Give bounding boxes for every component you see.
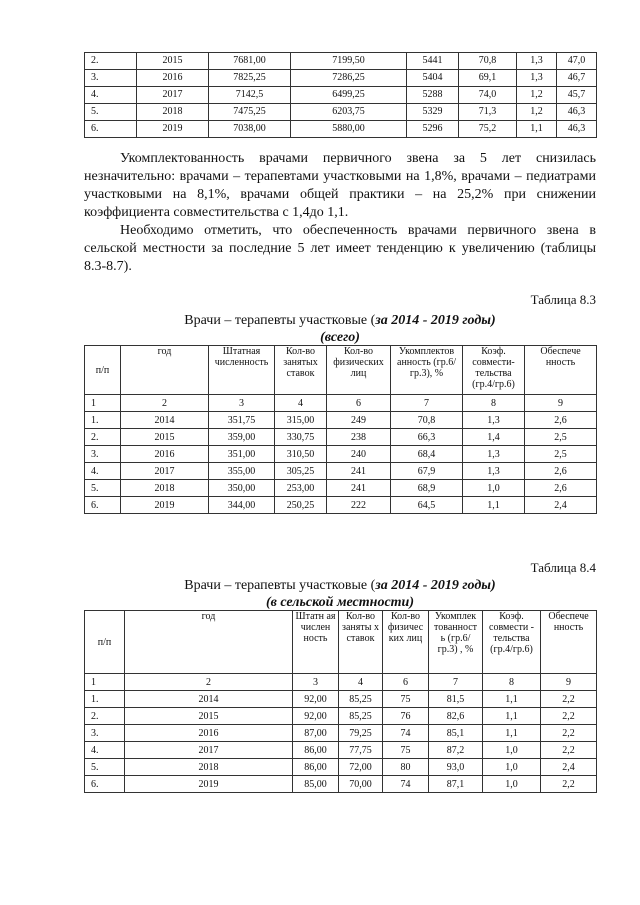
table-cell: 74	[383, 776, 429, 793]
table-cell: 9	[525, 395, 597, 412]
table-cell: 6499,25	[291, 87, 407, 104]
table-cell: 5.	[85, 759, 125, 776]
table-cell: 2015	[137, 53, 209, 70]
table-row	[85, 446, 597, 463]
column-header: п/п	[85, 611, 125, 674]
table-cell: 1,0	[483, 776, 541, 793]
column-header: Укомплектов анность (гр.6/гр.3), %	[391, 346, 463, 395]
table-cell: 87,1	[429, 776, 483, 793]
table-8-4-subtitle: (в сельской местности)	[265, 595, 414, 610]
column-header: Штатная численность	[209, 346, 275, 395]
table-cell: 2	[125, 674, 293, 691]
column-header: Кол-во занятых ставок	[275, 346, 327, 395]
table-cell: 76	[383, 708, 429, 725]
table-cell: 67,9	[391, 463, 463, 480]
table-cell: 2.	[85, 429, 121, 446]
column-header: год	[125, 611, 293, 674]
table-row	[85, 463, 597, 480]
table-8-3-subtitle: (всего)	[320, 330, 360, 345]
table-cell: 2	[121, 395, 209, 412]
table-cell: 6.	[85, 121, 137, 138]
table-8-4-title-period: за 2014 - 2019 годы)	[375, 578, 496, 593]
table-cell: 74,0	[459, 87, 517, 104]
table-cell: 1,4	[463, 429, 525, 446]
table-cell: 3.	[85, 70, 137, 87]
table-cell: 70,8	[459, 53, 517, 70]
table-cell: 330,75	[275, 429, 327, 446]
table-8-4-title-text: Врачи – терапевты участковые (	[184, 578, 376, 593]
table-cell: 2016	[121, 446, 209, 463]
table-cell: 1,1	[463, 497, 525, 514]
table-cell: 9	[541, 674, 597, 691]
table-cell: 355,00	[209, 463, 275, 480]
column-header: Обеспече нность	[525, 346, 597, 395]
table-8-3-label: Таблица 8.3	[530, 292, 596, 307]
table-cell: 85,25	[339, 708, 383, 725]
table-cell: 1,1	[483, 691, 541, 708]
table-cell: 2,2	[541, 742, 597, 759]
column-header: Кол-во заняты х ставок	[339, 611, 383, 674]
table-cell: 344,00	[209, 497, 275, 514]
table-cell: 75	[383, 742, 429, 759]
table-cell: 359,00	[209, 429, 275, 446]
table-cell: 2019	[137, 121, 209, 138]
table-cell: 3.	[85, 725, 125, 742]
table-cell: 2,6	[525, 412, 597, 429]
table-cell: 92,00	[293, 691, 339, 708]
table-cell: 7	[391, 395, 463, 412]
table-cell: 87,2	[429, 742, 483, 759]
table-cell: 1,3	[463, 446, 525, 463]
table-cell: 305,25	[275, 463, 327, 480]
table-cell: 4.	[85, 87, 137, 104]
table-row	[85, 708, 597, 725]
table-cell: 5880,00	[291, 121, 407, 138]
table-cell: 74	[383, 725, 429, 742]
table-cell: 2,4	[541, 759, 597, 776]
table-cell: 2016	[137, 70, 209, 87]
table-cell: 351,00	[209, 446, 275, 463]
table-row	[85, 70, 597, 87]
table-cell: 2015	[125, 708, 293, 725]
table-cell: 1,1	[517, 121, 557, 138]
table-row	[85, 776, 597, 793]
table-8-4	[84, 610, 597, 793]
table-cell: 4.	[85, 463, 121, 480]
table-8-3-title-period: за 2014 - 2019 годы)	[375, 313, 496, 328]
table-cell: 6	[383, 674, 429, 691]
column-header: Коэф. совмести-тельства (гр.4/гр.6)	[463, 346, 525, 395]
column-header: п/п	[85, 346, 121, 395]
table-cell: 47,0	[557, 53, 597, 70]
table-cell: 1,1	[483, 725, 541, 742]
table-cell: 3	[293, 674, 339, 691]
table-cell: 85,25	[339, 691, 383, 708]
table-cell: 6203,75	[291, 104, 407, 121]
table-cell: 5296	[407, 121, 459, 138]
table-cell: 87,00	[293, 725, 339, 742]
table-cell: 68,9	[391, 480, 463, 497]
table-cell: 3.	[85, 446, 121, 463]
table-cell: 2017	[137, 87, 209, 104]
table-cell: 1,3	[517, 53, 557, 70]
index-row	[85, 674, 597, 691]
table-cell: 45,7	[557, 87, 597, 104]
table-cell: 72,00	[339, 759, 383, 776]
table-cell: 2018	[125, 759, 293, 776]
table-cell: 4.	[85, 742, 125, 759]
table-cell: 5441	[407, 53, 459, 70]
table-cell: 2.	[85, 708, 125, 725]
table-cell: 6	[327, 395, 391, 412]
table-cell: 81,5	[429, 691, 483, 708]
table-cell: 1,3	[517, 70, 557, 87]
table-cell: 5.	[85, 104, 137, 121]
table-cell: 71,3	[459, 104, 517, 121]
table-cell: 5404	[407, 70, 459, 87]
table-cell: 93,0	[429, 759, 483, 776]
table-cell: 7	[429, 674, 483, 691]
table-cell: 2,2	[541, 691, 597, 708]
table-cell: 1	[85, 674, 125, 691]
table-cell: 310,50	[275, 446, 327, 463]
table-row	[85, 429, 597, 446]
table-cell: 2019	[125, 776, 293, 793]
table-cell: 64,5	[391, 497, 463, 514]
table-cell: 82,6	[429, 708, 483, 725]
table-cell: 66,3	[391, 429, 463, 446]
table-cell: 240	[327, 446, 391, 463]
column-header: Кол-во физических лиц	[327, 346, 391, 395]
table-cell: 315,00	[275, 412, 327, 429]
column-header: год	[121, 346, 209, 395]
table-cell: 68,4	[391, 446, 463, 463]
table-cell: 2,2	[541, 708, 597, 725]
table-row	[85, 121, 597, 138]
table-row	[85, 480, 597, 497]
table-row	[85, 691, 597, 708]
table-row	[85, 412, 597, 429]
table-cell: 2019	[121, 497, 209, 514]
table-cell: 8	[463, 395, 525, 412]
table-cell: 85,1	[429, 725, 483, 742]
table-cell: 7825,25	[209, 70, 291, 87]
table-cell: 69,1	[459, 70, 517, 87]
table-cell: 2,5	[525, 446, 597, 463]
table-cell: 3	[209, 395, 275, 412]
table-cell: 4	[339, 674, 383, 691]
table-cell: 7199,50	[291, 53, 407, 70]
table-cell: 241	[327, 480, 391, 497]
table-cell: 1,3	[463, 463, 525, 480]
table-cell: 351,75	[209, 412, 275, 429]
table-cell: 249	[327, 412, 391, 429]
table-cell: 1,1	[483, 708, 541, 725]
table-cell: 2,6	[525, 480, 597, 497]
table-cell: 7286,25	[291, 70, 407, 87]
table-cell: 75,2	[459, 121, 517, 138]
table-cell: 70,00	[339, 776, 383, 793]
table-cell: 7142,5	[209, 87, 291, 104]
table-cell: 5288	[407, 87, 459, 104]
table-cell: 92,00	[293, 708, 339, 725]
table-cell: 5.	[85, 480, 121, 497]
paragraph-rural: Необходимо отметить, что обеспеченность врачами первичного звена в сельской местности за последние 5 лет имеет тенденцию к увеличению (таблицы 8.3-8.7).	[84, 223, 596, 274]
table-cell: 46,7	[557, 70, 597, 87]
header-row	[85, 611, 597, 674]
table-cell: 86,00	[293, 742, 339, 759]
index-row	[85, 395, 597, 412]
table-cell: 253,00	[275, 480, 327, 497]
table-cell: 2016	[125, 725, 293, 742]
table-cell: 6.	[85, 776, 125, 793]
table-cell: 4	[275, 395, 327, 412]
column-header: Укомплек тованност ь (гр.6/гр.3) , %	[429, 611, 483, 674]
table-cell: 1,0	[483, 759, 541, 776]
table-row	[85, 87, 597, 104]
table-cell: 77,75	[339, 742, 383, 759]
table-cell: 7475,25	[209, 104, 291, 121]
table-cell: 2015	[121, 429, 209, 446]
column-header: Кол-во физичес ких лиц	[383, 611, 429, 674]
table-cell: 2014	[121, 412, 209, 429]
table-cell: 2,5	[525, 429, 597, 446]
table-8-3	[84, 345, 597, 514]
table-cell: 75	[383, 691, 429, 708]
table-cell: 7681,00	[209, 53, 291, 70]
table-cell: 86,00	[293, 759, 339, 776]
table-cell: 1.	[85, 412, 121, 429]
paragraph-staffing: Укомплектованность врачами первичного звена за 5 лет снизилась незначительно: врачами – терапевтами участковыми на 1,8%, врачами – педиатрами участковыми на 8,1%, врачами общей практики – на 25,2% при снижении коэффициента совместительства с 1,4до 1,1.	[84, 151, 596, 220]
table-cell: 2.	[85, 53, 137, 70]
table-cell: 46,3	[557, 121, 597, 138]
table-row	[85, 725, 597, 742]
table-8-4-label: Таблица 8.4	[530, 560, 596, 575]
table-cell: 2017	[125, 742, 293, 759]
table-cell: 1,0	[463, 480, 525, 497]
column-header: Обеспече нность	[541, 611, 597, 674]
table-cell: 80	[383, 759, 429, 776]
table-cell: 1,3	[463, 412, 525, 429]
continuation-table	[84, 52, 597, 138]
table-cell: 46,3	[557, 104, 597, 121]
table-cell: 222	[327, 497, 391, 514]
table-8-3-title-text: Врачи – терапевты участковые (	[184, 313, 376, 328]
table-8-4-title	[84, 578, 596, 594]
table-8-3-title	[84, 313, 596, 329]
table-row	[85, 759, 597, 776]
table-cell: 2017	[121, 463, 209, 480]
table-cell: 1.	[85, 691, 125, 708]
table-cell: 1,2	[517, 87, 557, 104]
table-cell: 2,2	[541, 776, 597, 793]
table-cell: 85,00	[293, 776, 339, 793]
table-row	[85, 104, 597, 121]
table-cell: 5329	[407, 104, 459, 121]
table-cell: 6.	[85, 497, 121, 514]
table-cell: 70,8	[391, 412, 463, 429]
table-cell: 8	[483, 674, 541, 691]
column-header: Коэф. совмести - тельства (гр.4/гр.6)	[483, 611, 541, 674]
table-cell: 250,25	[275, 497, 327, 514]
table-cell: 1	[85, 395, 121, 412]
table-cell: 2,6	[525, 463, 597, 480]
table-cell: 350,00	[209, 480, 275, 497]
table-cell: 2014	[125, 691, 293, 708]
table-cell: 2018	[121, 480, 209, 497]
table-row	[85, 497, 597, 514]
header-row	[85, 346, 597, 395]
table-cell: 238	[327, 429, 391, 446]
table-cell: 2,4	[525, 497, 597, 514]
table-cell: 1,2	[517, 104, 557, 121]
table-row	[85, 742, 597, 759]
table-cell: 1,0	[483, 742, 541, 759]
table-cell: 2,2	[541, 725, 597, 742]
table-cell: 79,25	[339, 725, 383, 742]
table-cell: 2018	[137, 104, 209, 121]
table-cell: 241	[327, 463, 391, 480]
table-cell: 7038,00	[209, 121, 291, 138]
column-header: Штатн ая числен ность	[293, 611, 339, 674]
table-row	[85, 53, 597, 70]
